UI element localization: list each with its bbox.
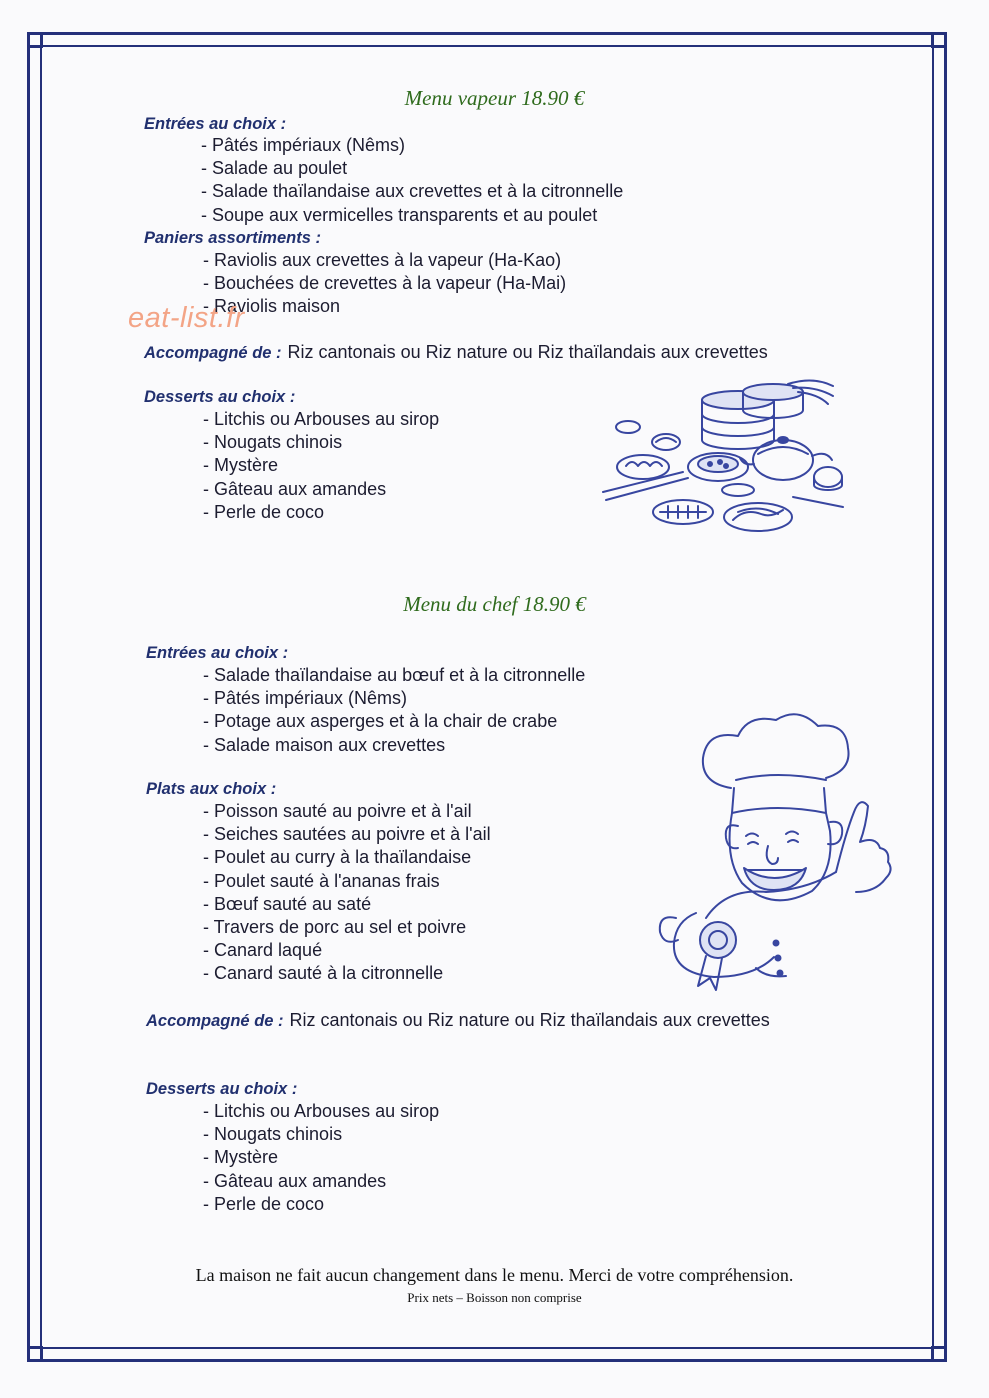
watermark: eat-list.fr: [128, 302, 245, 334]
accompagne-label: Accompagné de :: [146, 1012, 284, 1030]
list-item: - Gâteau aux amandes: [203, 1170, 387, 1191]
accompagne-line: [144, 342, 768, 363]
list-item: - Mystère: [203, 455, 279, 476]
list-item: - Perle de coco: [203, 1193, 325, 1214]
accompagne-text: Riz cantonais ou Riz nature ou Riz thaïlandais aux crevettes: [287, 342, 768, 362]
menu-vapeur-title: Menu vapeur 18.90 €: [404, 86, 585, 110]
corner-ornament: [931, 1346, 947, 1362]
accompagne-line: [146, 1010, 770, 1031]
list-item: - Salade au poulet: [201, 158, 348, 179]
list-item: - Bœuf sauté au saté: [203, 893, 372, 914]
plats-list: [203, 800, 491, 986]
list-item: - Salade maison aux crevettes: [203, 734, 446, 755]
corner-ornament: [931, 32, 947, 48]
list-item: - Nougats chinois: [203, 1124, 343, 1145]
list-item: - Salade thaïlandaise aux crevettes et à la citronnelle: [201, 181, 624, 202]
accompagne-label: Accompagné de :: [144, 344, 282, 362]
list-item: - Salade thaïlandaise au bœuf et à la citronnelle: [203, 665, 586, 685]
corner-ornament: [27, 1346, 43, 1362]
entrees-list: [203, 664, 585, 757]
plats-heading: Plats aux choix :: [146, 780, 277, 798]
desserts-heading: Desserts au choix :: [144, 388, 296, 406]
no-change-notice: La maison ne fait aucun changement dans le menu. Merci de votre compréhension.: [195, 1265, 794, 1285]
list-item: - Raviolis aux crevettes à la vapeur (Ha-Kao): [203, 250, 562, 270]
paniers-heading: Paniers assortiments :: [144, 229, 321, 247]
list-item: - Raviolis maison: [203, 296, 341, 317]
desserts-heading: Desserts au choix :: [146, 1080, 298, 1098]
list-item: - Pâtés impériaux (Nêms): [201, 135, 406, 155]
list-item: - Perle de coco: [203, 501, 325, 522]
list-item: - Gâteau aux amandes: [203, 478, 387, 499]
list-item: - Bouchées de crevettes à la vapeur (Ha-Mai): [203, 273, 567, 294]
list-item: - Soupe aux vermicelles transparents et au poulet: [201, 204, 598, 225]
desserts-list: [203, 1100, 439, 1216]
entrees-list: [201, 134, 623, 227]
list-item: - Litchis ou Arbouses au sirop: [203, 409, 440, 429]
corner-ornament: [27, 32, 43, 48]
list-item: - Poulet sauté à l'ananas frais: [203, 870, 440, 891]
list-item: - Canard sauté à la citronnelle: [203, 963, 444, 984]
list-item: - Pâtés impériaux (Nêms): [203, 688, 408, 709]
dim-sum-illustration: [598, 372, 853, 542]
list-item: - Seiches sautées au poivre et à l'ail: [203, 824, 491, 845]
price-note: Prix nets – Boisson non comprise: [407, 1290, 582, 1305]
list-item: - Mystère: [203, 1147, 279, 1168]
list-item: - Travers de porc au sel et poivre: [203, 917, 467, 938]
list-item: - Litchis ou Arbouses au sirop: [203, 1101, 440, 1121]
menu-du-chef-title: Menu du chef 18.90 €: [403, 592, 586, 616]
entrees-heading: Entrées au choix :: [144, 115, 287, 133]
paniers-list: [203, 249, 566, 319]
list-item: - Potage aux asperges et à la chair de crabe: [203, 711, 558, 732]
list-item: - Poulet au curry à la thaïlandaise: [203, 847, 472, 868]
entrees-heading: Entrées au choix :: [146, 644, 289, 662]
accompagne-text: Riz cantonais ou Riz nature ou Riz thaïlandais aux crevettes: [289, 1010, 770, 1030]
list-item: - Nougats chinois: [203, 432, 343, 453]
desserts-list: [203, 408, 439, 524]
list-item: - Canard laqué: [203, 940, 323, 961]
chef-illustration: [636, 718, 891, 1003]
list-item: - Poisson sauté au poivre et à l'ail: [203, 801, 472, 821]
